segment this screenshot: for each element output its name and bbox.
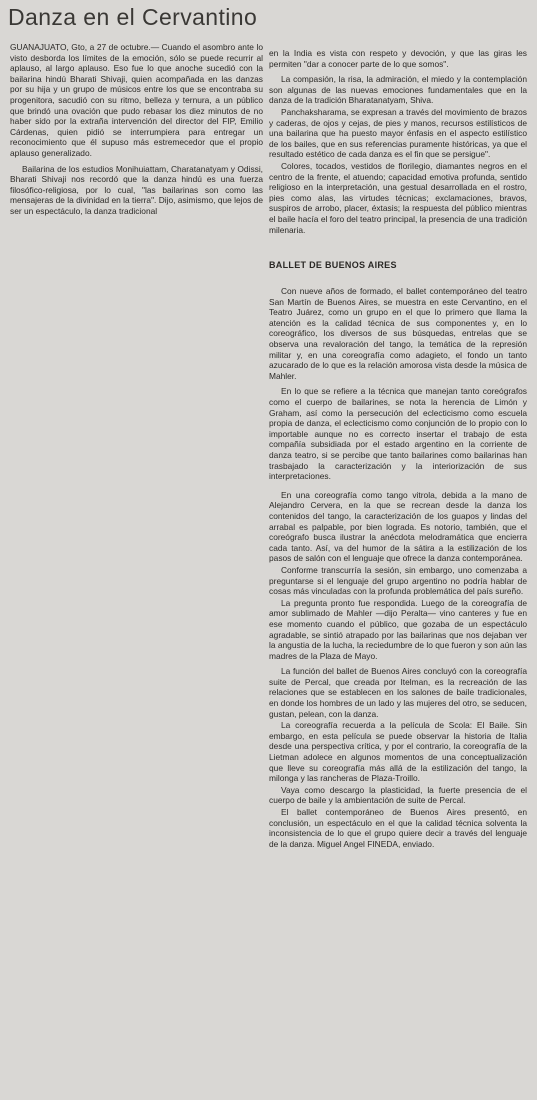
paragraph: Con nueve años de formado, el ballet contemporáneo del teatro San Martín de Buenos Aires, se muestra en este Cervantino, en el Teatro Juárez, como un grupo en el que lo primero que llama la atención es la calidad técnica de sus componentes y, en lo coreográfico, los diversos de sus búsquedas, entrelas que se observa una revaloración del tango, la temática de la represión militar y, en una coreografía como adagieto, el fondo un tanto azucarado de lo que es la relación amorosa vista desde la música de Mahler. xyxy=(269,286,527,381)
right-column xyxy=(269,48,527,849)
paragraph: En una coreografía como tango vitrola, debida a la mano de Alejandro Cervera, en la que se recrean desde la danza los contenidos del tango, la caracterización de los guapos y lindas del arrabal es palpable, por bien lograda. Es notorio, también, que el coreógrafo busca ilustrar la anécdota melodramática que encierra cada tanto. Así, va del humor de la sátira a la estilización de los pasos de salón con el lenguaje que ofrece la danza contemporánea. xyxy=(269,489,527,564)
section-heading: BALLET DE BUENOS AIRES xyxy=(269,260,397,271)
paragraph: El ballet contemporáneo de Buenos Aires presentó, en conclusión, un espectáculo en el que la calidad técnica solventa la inconsistencia de lo que el grupo quiere decir a través del lenguaje de la danza. Miguel Angel FINEDA, enviado. xyxy=(269,807,527,849)
paragraph: La pregunta pronto fue respondida. Luego de la coreografía de amor sublimado de Mahler —dijo Peralta— vino canteres y fue en ese momento cuando el público, que gozaba de un espectáculo agradable, se sintió atrapado por las bailarinas que nos dejaban ver la angustia de la lucha, la reciedumbre de lo que fueron y son aún las madres de la Plaza de Mayo. xyxy=(269,597,527,661)
left-column xyxy=(10,42,263,217)
paragraph: En lo que se refiere a la técnica que manejan tanto coreógrafos como el cuerpo de bailarines, se nota la herencia de Limón y Graham, así como la persecución del eclecticismo como escuela propia de danza, el eclecticismo como conjunción de lo propio con lo importable aunque no es correcto insertar el trabajo de esta compañía subsidiada por el estado argentino en la corriente de danza teatro, si se percibe que tanto bailarines como bailarinas han trasbajado la caracterización y la interiorización de sus interpretaciones. xyxy=(269,386,527,482)
paragraph: La compasión, la risa, la admiración, el miedo y la contemplación son algunas de las nuevas emociones fundamentales que en la danza de la tradición Bharatanatyam, Shiva. xyxy=(269,74,527,106)
article-title: Danza en el Cervantino xyxy=(8,4,258,30)
paragraph: Bailarina de los estudios Monihuiattam, Charatanatyam y Odissi, Bharati Shivaji nos recordó que la danza hindú es una fuerza filosófico-religiosa, por lo cual, "las bailarinas son como las mensajeras de la divinidad en la tierra". Dijo, asimismo, que lejos de ser un espectáculo, la danza tradicional xyxy=(10,163,263,216)
paragraph: Panchaksharama, se expresan a través del movimiento de brazos y caderas, de ojos y cejas, de pies y manos, recursos estilísticos de una bailarina que ha puesto mayor énfasis en el aspecto estilístico de los bailes, que en sus referencias puramente históricas, ya que el resultado estético de cada danza es el fin que se persigue". xyxy=(269,106,527,160)
paragraph: La función del ballet de Buenos Aires concluyó con la coreografía suite de Percal, que creada por Itelman, es la recreación de las relaciones que se establecen en los salones de baile tradicionales, en donde los hombres de un lado y las mujeres del otro, se seducen, gustan, pelean, con la danza. xyxy=(269,666,527,719)
paragraph: en la India es vista con respeto y devoción, y que las giras les permiten "dar a conocer parte de lo que somos". xyxy=(269,48,527,69)
paragraph: Vaya como descargo la plasticidad, la fuerte presencia de el cuerpo de baile y la ambientación de suite de Percal. xyxy=(269,784,527,806)
paragraph: GUANAJUATO, Gto, a 27 de octubre.— Cuando el asombro ante lo visto desborda los límites de la emoción, sólo se puede recurrir al aplauso, al largo aplauso. Eso fue lo que anoche sucedió con la bailarina hindú Bharati Shivaji, quien acompañada en las danzas por su hija y un grupo de músicos entre los que se encontraba su progenitora, sacudió con su ritmo, belleza y ternura, a un público que brindó una ovación que pudo rebasar los diez minutos de no haber sido por la extraña intervención del director del FIP, Emilio Cárdenas, quien pidió se interrumpiera para entregar un reconocimiento que él supuso más estremecedor que el propio aplauso generalizado. xyxy=(10,42,263,158)
paragraph: Colores, tocados, vestidos de floriIegio, diamantes negros en el centro de la frente, el atuendo; capacidad emotiva profunda, sentido religioso en la interpretación, una gestual desarrollada en el rostro, pies como alas, las virtudes técnicas; exclamaciones, bravos, suspiros de arrobo, placer, éxtasis; la respuesta del público mientras el baile hacía el foro del teatro principal, la presencia de una tradición milenaria. xyxy=(269,160,527,235)
paragraph: La coreografía recuerda a la película de Scola: El Baile. Sin embargo, en esta película se puede observar la historia de Italia desde una perspectiva crítica, y por el contrario, la coreografía de la Lietman adolece en algunos momentos de una conceptualización que lleve su coreografía más allá de la estilización del tango, la milonga y las rancheras de Plaza-Troillo. xyxy=(269,720,527,784)
paragraph: Conforme transcurría la sesión, sin embargo, uno comenzaba a preguntarse si el lenguaje del grupo argentino no podría hablar de cosas más vinculadas con la profunda problemática del país sureño. xyxy=(269,564,527,597)
